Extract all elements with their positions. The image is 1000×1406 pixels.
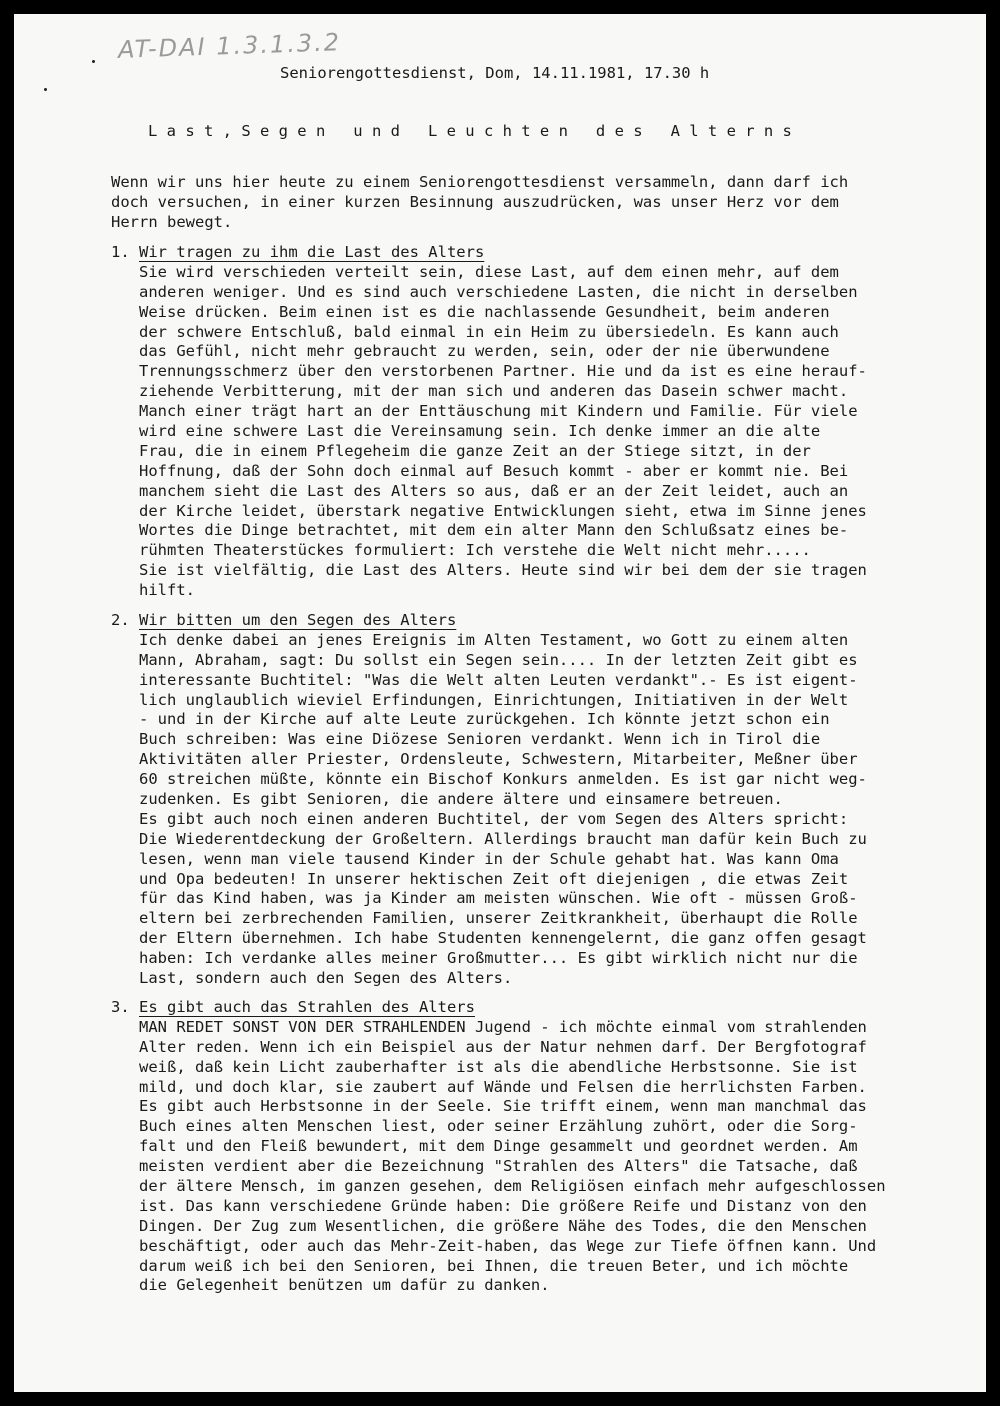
text-line: Herrn bewegt. <box>111 212 233 231</box>
text-line: beschäftigt, oder auch das Mehr-Zeit-haben, das Wege zur Tiefe öffnen kann. Und <box>139 1236 877 1255</box>
text-line: der ältere Mensch, im ganzen gesehen, dem Religiösen einfach mehr aufgeschlossen <box>139 1177 886 1196</box>
text-line: Wortes die Dinge betrachtet, mit dem ein alter Mann den Schlußsatz eines be- <box>139 521 849 540</box>
text-line: Aktivitäten aller Priester, Ordensleute, Schwestern, Mitarbeiter, Meßner über <box>139 750 858 769</box>
text-line: wird eine schwere Last die Vereinsamung sein. Ich denke immer an die alte <box>139 422 821 441</box>
text-line: der schwere Entschluß, bald einmal in ein Heim zu übersiedeln. Es kann auch <box>139 322 839 341</box>
text-line: Frau, die in einem Pflegeheim die ganze Zeit an der Stiege sitzt, in der <box>139 441 811 460</box>
ink-dot <box>44 88 47 91</box>
section-1 <box>111 243 951 601</box>
text-line: Manch einer trägt hart an der Enttäuschung mit Kindern und Familie. Für viele <box>139 402 858 421</box>
text-line: weiß, daß kein Licht zauberhafter ist als die abendliche Herbstsonne. Sie ist <box>139 1057 858 1076</box>
text-line: Ich denke dabei an jenes Ereignis im Alten Testament, wo Gott zu einem alten <box>139 630 849 649</box>
text-line: doch versuchen, in einer kurzen Besinnung auszudrücken, was unser Herz vor dem <box>111 192 839 211</box>
text-line: das Gefühl, nicht mehr gebraucht zu werden, sein, oder der nie überwundene <box>139 342 830 361</box>
archive-mark: AT-DAI 1.3.1.3.2 <box>117 28 342 64</box>
text-line: interessante Buchtitel: "Was die Welt alten Leuten verdankt".- Es ist eigent- <box>139 670 858 689</box>
text-line: für das Kind haben, was ja Kinder am meisten wünschen. Wie oft - müssen Groß- <box>139 889 858 908</box>
section-heading: Es gibt auch das Strahlen des Alters <box>139 998 475 1016</box>
text-line: eltern bei zerbrechenden Familien, unserer Zeitkrankheit, überhaupt die Rolle <box>139 909 858 928</box>
section-heading-line <box>111 243 951 263</box>
text-line: Buch schreiben: Was eine Diözese Senioren verdankt. Wenn ich in Tirol die <box>139 730 821 749</box>
text-line: haben: Ich verdanke alles meiner Großmutter... Es gibt wirklich nicht nur die <box>139 949 858 968</box>
text-line: der Kirche leidet, überstark negative Entwicklungen sieht, etwa im Sinne jenes <box>139 501 867 520</box>
intro-paragraph <box>111 173 931 233</box>
text-line: mild, und doch klar, sie zaubert auf Wände und Felsen die herrlichsten Farben. <box>139 1077 867 1096</box>
text-line: Alter reden. Wenn ich ein Beispiel aus der Natur nehmen darf. Der Bergfotograf <box>139 1037 867 1056</box>
ink-dot <box>92 60 95 63</box>
text-line: Es gibt auch noch einen anderen Buchtitel, der vom Segen des Alters spricht: <box>139 809 849 828</box>
section-2 <box>111 611 951 989</box>
document-header: Seniorengottesdienst, Dom, 14.11.1981, 17.30 h <box>280 64 710 82</box>
text-line: lesen, wenn man viele tausend Kinder in der Schule gehabt hat. Was kann Oma <box>139 849 839 868</box>
text-line: MAN REDET SONST VON DER STRAHLENDEN Jugend - ich möchte einmal vom strahlenden <box>139 1017 867 1036</box>
section-heading-line <box>111 611 951 631</box>
text-line: rühmten Theaterstückes formuliert: Ich verstehe die Welt nicht mehr..... <box>139 541 811 560</box>
section-heading-line <box>111 998 951 1018</box>
text-line: hilft. <box>139 581 195 600</box>
section-heading: Wir bitten um den Segen des Alters <box>139 611 457 629</box>
text-line: Dingen. Der Zug zum Wesentlichen, die größere Nähe des Todes, die den Menschen <box>139 1216 867 1235</box>
section-3 <box>111 998 951 1296</box>
text-line: Sie ist vielfältig, die Last des Alters. Heute sind wir bei dem der sie tragen <box>139 561 867 580</box>
text-line: Buch eines alten Menschen liest, oder seiner Erzählung zuhört, oder die Sorg- <box>139 1117 858 1136</box>
text-line: ist. Das kann verschiedene Gründe haben: Die größere Reife und Distanz von den <box>139 1196 867 1215</box>
text-line: zudenken. Es gibt Senioren, die andere ältere und einsamere betreuen. <box>139 790 783 809</box>
text-line: Die Wiederentdeckung der Großeltern. Allerdings braucht man dafür kein Buch zu <box>139 829 867 848</box>
text-line: Mann, Abraham, sagt: Du sollst ein Segen sein.... In der letzten Zeit gibt es <box>139 650 858 669</box>
text-line: Last, sondern auch den Segen des Alters. <box>139 969 513 988</box>
section-heading: Wir tragen zu ihm die Last des Alters <box>139 243 485 261</box>
text-line: lich unglaublich wieviel Erfindungen, Einrichtungen, Initiativen in der Welt <box>139 690 849 709</box>
text-line: manchem sieht die Last des Alters so aus, daß er an der Zeit leidet, auch an <box>139 481 849 500</box>
text-line: Weise drücken. Beim einen ist es die nachlassende Gesundheit, beim anderen <box>139 302 830 321</box>
document-title: L a s t , S e g e n u n d L e u c h t e n d e s A l t e r n s <box>148 122 792 140</box>
text-line: meisten verdient aber die Bezeichnung "Strahlen des Alters" die Tatsache, daß <box>139 1157 858 1176</box>
section-number: 1. <box>111 243 130 261</box>
text-line: darum weiß ich bei den Senioren, bei Ihnen, die treuen Beter, und ich möchte <box>139 1256 849 1275</box>
text-line: Wenn wir uns hier heute zu einem Seniorengottesdienst versammeln, dann darf ich <box>111 173 849 191</box>
text-line: anderen weniger. Und es sind auch verschiedene Lasten, die nicht in derselben <box>139 282 858 301</box>
text-line: falt und den Fleiß bewundert, mit dem Dinge gesammelt und geordnet werden. Am <box>139 1137 858 1156</box>
text-line: ziehende Verbitterung, mit der man sich und anderen das Dasein schwer macht. <box>139 382 849 401</box>
text-line: der Eltern übernehmen. Ich habe Studenten kennengelernt, die ganz offen gesagt <box>139 929 867 948</box>
text-line: Es gibt auch Herbstsonne in der Seele. Sie trifft einem, wenn man manchmal das <box>139 1097 867 1116</box>
text-line: - und in der Kirche auf alte Leute zurückgehen. Ich könnte jetzt schon ein <box>139 710 830 729</box>
text-line: Sie wird verschieden verteilt sein, diese Last, auf dem einen mehr, auf dem <box>139 262 839 281</box>
section-number: 3. <box>111 998 130 1016</box>
text-line: Trennungsschmerz über den verstorbenen Partner. Hie und da ist es eine herauf- <box>139 362 867 381</box>
text-line: Hoffnung, daß der Sohn doch einmal auf Besuch kommt - aber er kommt nie. Bei <box>139 461 849 480</box>
section-number: 2. <box>111 611 130 629</box>
text-line: 60 streichen müßte, könnte ein Bischof Konkurs anmelden. Es ist gar nicht weg- <box>139 770 867 789</box>
text-line: und Opa bedeuten! In unserer hektischen Zeit oft diejenigen , die etwas Zeit <box>139 869 849 888</box>
text-line: die Gelegenheit benützen um dafür zu danken. <box>139 1276 550 1295</box>
